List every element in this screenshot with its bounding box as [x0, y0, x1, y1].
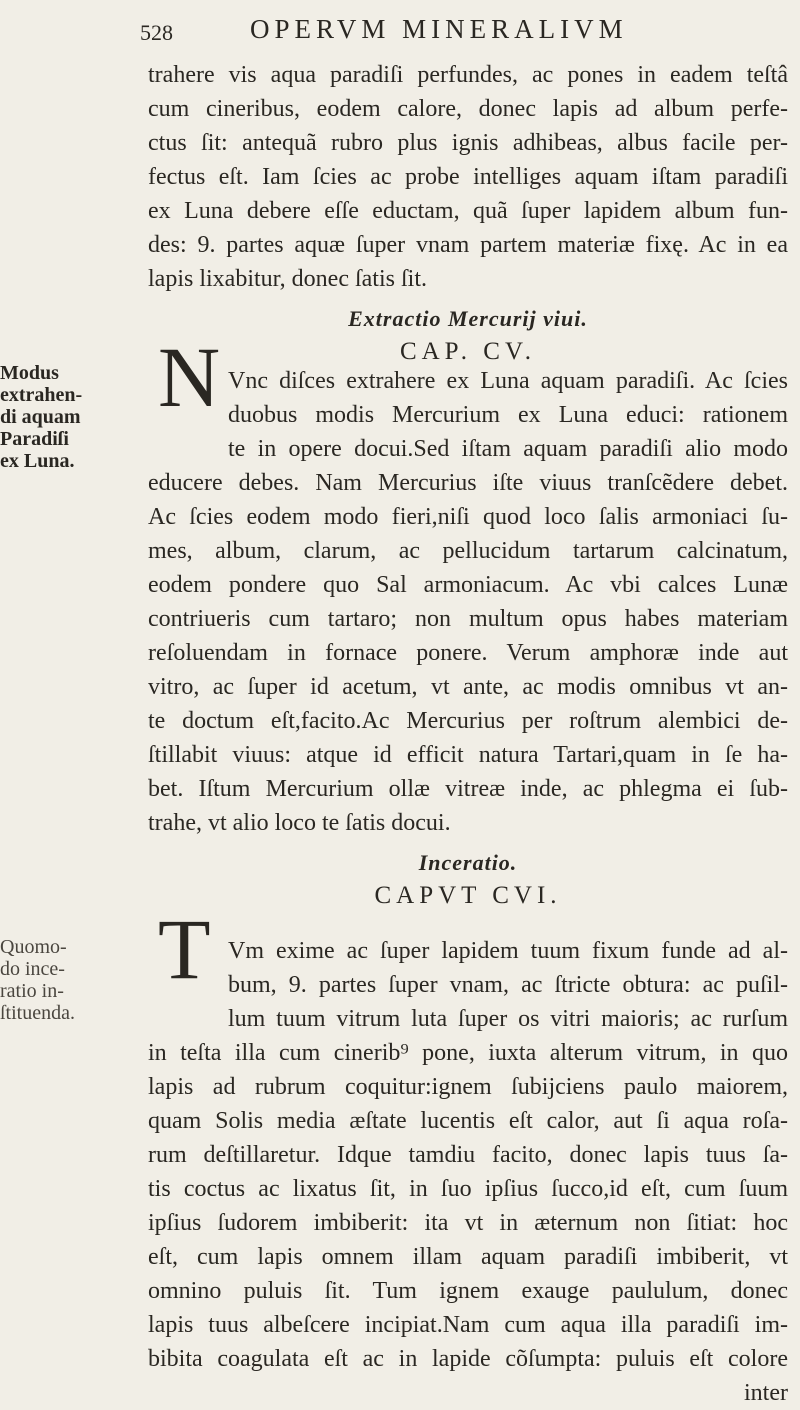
text-line: contriueris cum tartaro; non multum opus habes materiam: [148, 606, 788, 632]
text-line: ipſius ſudorem imbiberit: ita vt in æternum non ſitiat: hoc: [148, 1210, 788, 1236]
text-line: bet. Iſtum Mercurium ollæ vitreæ inde, ac phlegma ei ſub-: [148, 776, 788, 802]
margin-note-line: ratio in-: [0, 980, 64, 1002]
text-line: fectus eſt. Iam ſcies ac probe intelliges aquam iſtam paradiſi: [148, 164, 788, 190]
text-line: lapis tuus albeſcere incipiat.Nam cum aqua illa paradiſi im-: [148, 1312, 788, 1338]
section-subheading: Inceratio.: [418, 850, 518, 875]
text-line: ſtillabit viuus: atque id efficit natura Tartari,quam in ſe ha-: [148, 742, 788, 768]
text-line: lum tuum vitrum luta ſuper os vitri maioris; ac rurſum: [228, 1006, 788, 1032]
text-line: bum, 9. partes ſuper vnam, ac ſtricte obtura: ac puſil-: [228, 972, 788, 998]
text-line: trahe, vt alio loco te ſatis docui.: [148, 810, 451, 836]
margin-note-line: Paradiſi: [0, 428, 69, 450]
margin-note-line: ſtituenda.: [0, 1002, 75, 1024]
drop-capital: T: [158, 901, 211, 997]
text-line: Vnc diſces extrahere ex Luna aquam paradiſi. Ac ſcies: [228, 368, 788, 394]
margin-note: [0, 362, 140, 472]
text-line: tis coctus ac lixatus ſit, in ſuo ipſius ſucco,id eſt, cum ſuum: [148, 1176, 788, 1202]
section-subheading: Extractio Mercurij viui.: [348, 306, 588, 331]
margin-note-line: do ince-: [0, 958, 65, 980]
text-line: in teſta illa cum cinerib⁹ pone, iuxta alterum vitrum, in quo: [148, 1040, 788, 1066]
text-line: ctus ſit: antequã rubro plus ignis adhibeas, albus facile per-: [148, 130, 788, 156]
text-line: eſt, cum lapis omnem illam aquam paradiſi imbiberit, vt: [148, 1244, 788, 1270]
text-line: quam Solis media æſtate lucentis eſt calor, aut ſi aqua roſa-: [148, 1108, 788, 1134]
page-header: [140, 14, 740, 50]
text-line: mes, album, clarum, ac pellucidum tartarum calcinatum,: [148, 538, 788, 564]
text-line: te in opere docui.Sed iſtam aquam paradiſi alio modo: [228, 436, 788, 462]
margin-note-line: Quomo-: [0, 936, 67, 958]
text-line: educere debes. Nam Mercurius iſte viuus tranſcẽdere debet.: [148, 470, 788, 496]
chapter-heading: CAP. CV.: [399, 338, 537, 365]
margin-note-line: Modus: [0, 362, 59, 384]
text-line: trahere vis aqua paradiſi perfundes, ac pones in eadem teſtâ: [148, 62, 788, 88]
margin-note-line: extrahen-: [0, 384, 83, 406]
text-line: eodem pondere quo Sal armoniacum. Ac vbi calces Lunæ: [148, 572, 788, 598]
text-line: des: 9. partes aquæ ſuper vnam partem materiæ fixę. Ac in ea: [148, 232, 788, 258]
page-number: 528: [140, 20, 173, 45]
text-line: lapis lixabitur, donec ſatis ſit.: [148, 266, 427, 292]
text-line: cum cineribus, eodem calore, donec lapis ad album perfe-: [148, 96, 788, 122]
text-line: rum deſtillaretur. Idque tamdiu facito, donec lapis tuus ſa-: [148, 1142, 788, 1168]
text-line: Vm exime ac ſuper lapidem tuum fixum funde ad al-: [228, 938, 788, 964]
catchword: inter: [744, 1380, 788, 1406]
margin-note-line: ex Luna.: [0, 450, 75, 472]
text-line: ex Luna debere eſſe eductam, quã ſuper lapidem album fun-: [148, 198, 788, 224]
text-line: Ac ſcies eodem modo fieri,niſi quod loco ſalis armoniaci ſu-: [148, 504, 788, 530]
margin-note: [0, 936, 140, 1024]
text-line: vitro, ac ſuper id acetum, vt ante, ac modis omnibus vt an-: [148, 674, 788, 700]
chapter-heading: CAPVT CVI.: [374, 882, 562, 909]
text-line: lapis ad rubrum coquitur:ignem ſubijciens paulo maiorem,: [148, 1074, 788, 1100]
drop-capital: N: [158, 329, 221, 425]
margin-note-line: di aquam: [0, 406, 81, 428]
text-line: omnino puluis ſit. Tum ignem exauge paululum, donec: [148, 1278, 788, 1304]
text-line: bibita coagulata eſt ac in lapide cõſumpta: puluis eſt colore: [148, 1346, 788, 1372]
text-line: te doctum eſt,facito.Ac Mercurius per roſtrum alembici de-: [148, 708, 788, 734]
text-line: reſoluendam in fornace ponere. Verum amphoræ inde aut: [148, 640, 788, 666]
running-title: OPERVM MINERALIVM: [250, 14, 628, 44]
text-line: duobus modis Mercurium ex Luna educi: rationem: [228, 402, 788, 428]
